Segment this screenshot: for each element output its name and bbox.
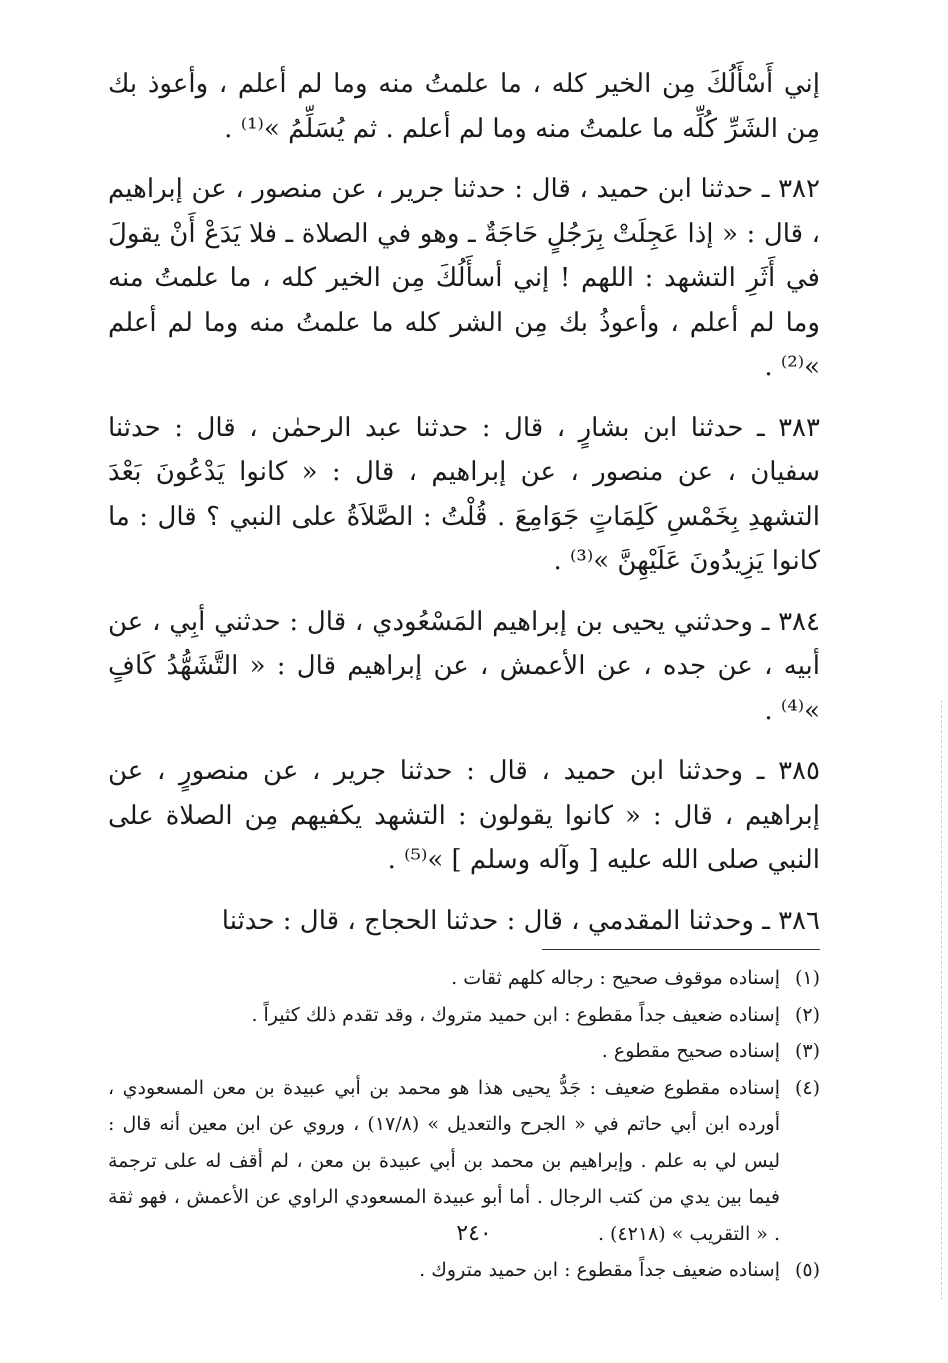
footnote-text: إسناده صحيح مقطوع .: [601, 1040, 780, 1062]
footnote-text: إسناده ضعيف جداً مقطوع : ابن حميد متروك ، وقد تقدم ذلك كثيراً .: [251, 1003, 780, 1026]
footnote-text: إسناده مقطوع ضعيف : جَدُّ يحيى هذا هو محمد بن أبي عبيدة بن معن المسعودي ، أورده ابن أبي حاتم في « الجرح والتعديل » (١٧/٨) ، وروي عن ابن معين أنه قال : ليس لي به علم . وإبراهيم بن محمد بن أبي عبيدة بن معن ، لم أقف له على ترجمة فيما بين يدي من كتب الرجال . أما أبو عبيدة المسعودي الراوي عن الأعمش ، فهو ثقة . « التقريب » (٤٢١٨) .: [108, 1076, 780, 1245]
hadith-383: ٣٨٣ ـ حدثنا ابن بشارٍ ، قال : حدثنا عبد الرحمٰن ، قال : حدثنا سفيان ، عن منصور ، عن إبراهيم ، قال : « كانوا يَدْعُونَ بَعْدَ التشهدِ بِخَمْسِ كَلِمَاتٍ جَوَامِعَ . قُلْتُ : الصَّلاَةُ على النبي ؟ قال : ما كانوا يَزِيدُونَ عَلَيْهِنَّ »⁽³⁾ .: [108, 412, 820, 576]
footnote-5: [108, 1252, 820, 1289]
page-body: [108, 62, 820, 1289]
footnote-number: (٢): [794, 1003, 820, 1026]
hadith-382: ٣٨٢ ـ حدثنا ابن حميد ، قال : حدثنا جرير ، عن منصور ، عن إبراهيم ، قال : « إذا عَجِلَتْ بِرَجُلٍ حَاجَةٌ ـ وهو في الصلاة ـ فلا يَدَعْ أَنْ يقولَ في أَثَرِ التشهد : اللهم ! إني أسأَلُكَ مِن الخير كله ، ما علمتُ منه وما لم أعلم ، وأعوذُ بك مِن الشر كله ما علمتُ منه وما لم أعلم »⁽²⁾ .: [108, 174, 820, 382]
page-edge-scan-line: [940, 700, 942, 1300]
footnote-number: (٣): [794, 1040, 820, 1062]
footnote-number: (٤): [794, 1076, 820, 1099]
page-number: ٢٤٠: [456, 1221, 492, 1246]
footnote-number: (١): [794, 967, 820, 989]
footnote-2: [108, 997, 820, 1034]
footnote-number: (٥): [794, 1259, 820, 1281]
hadith-385: ٣٨٥ ـ وحدثنا ابن حميد ، قال : حدثنا جرير ، عن منصورٍ ، عن إبراهيم ، قال : « كانوا يقولون : التشهد يكفيهم مِن الصلاة على النبي صلى الله عليه [ وآله وسلم ] »⁽⁵⁾ .: [108, 756, 820, 875]
footnote-text: إسناده ضعيف جداً مقطوع : ابن حميد متروك .: [419, 1259, 780, 1281]
hadith-384: ٣٨٤ ـ وحدثني يحيى بن إبراهيم المَسْعُودي ، قال : حدثني أبِي ، عن أبيه ، عن جده ، عن الأعمش ، عن إبراهيم قال : « التَّشَهُّدُ كَافٍ »⁽⁴⁾ .: [108, 606, 820, 726]
paragraph-continuation: إني أَسْأَلُكَ مِن الخير كله ، ما علمتُ منه وما لم أعلم ، وأعوذ بك مِن الشَرِّ كُلِّه ما علمتُ منه وما لم أعلم . ثم يُسَلِّمُ »⁽¹⁾ .: [108, 69, 820, 144]
footnote-3: [108, 1033, 820, 1070]
hadith-386: ٣٨٦ ـ وحدثنا المقدمي ، قال : حدثنا الحجاج ، قال : حدثنا: [221, 905, 820, 936]
footnote-text: إسناده موقوف صحيح : رجاله كلهم ثقات .: [451, 967, 780, 989]
footnote-1: [108, 960, 820, 997]
footnote-divider: [542, 949, 820, 950]
